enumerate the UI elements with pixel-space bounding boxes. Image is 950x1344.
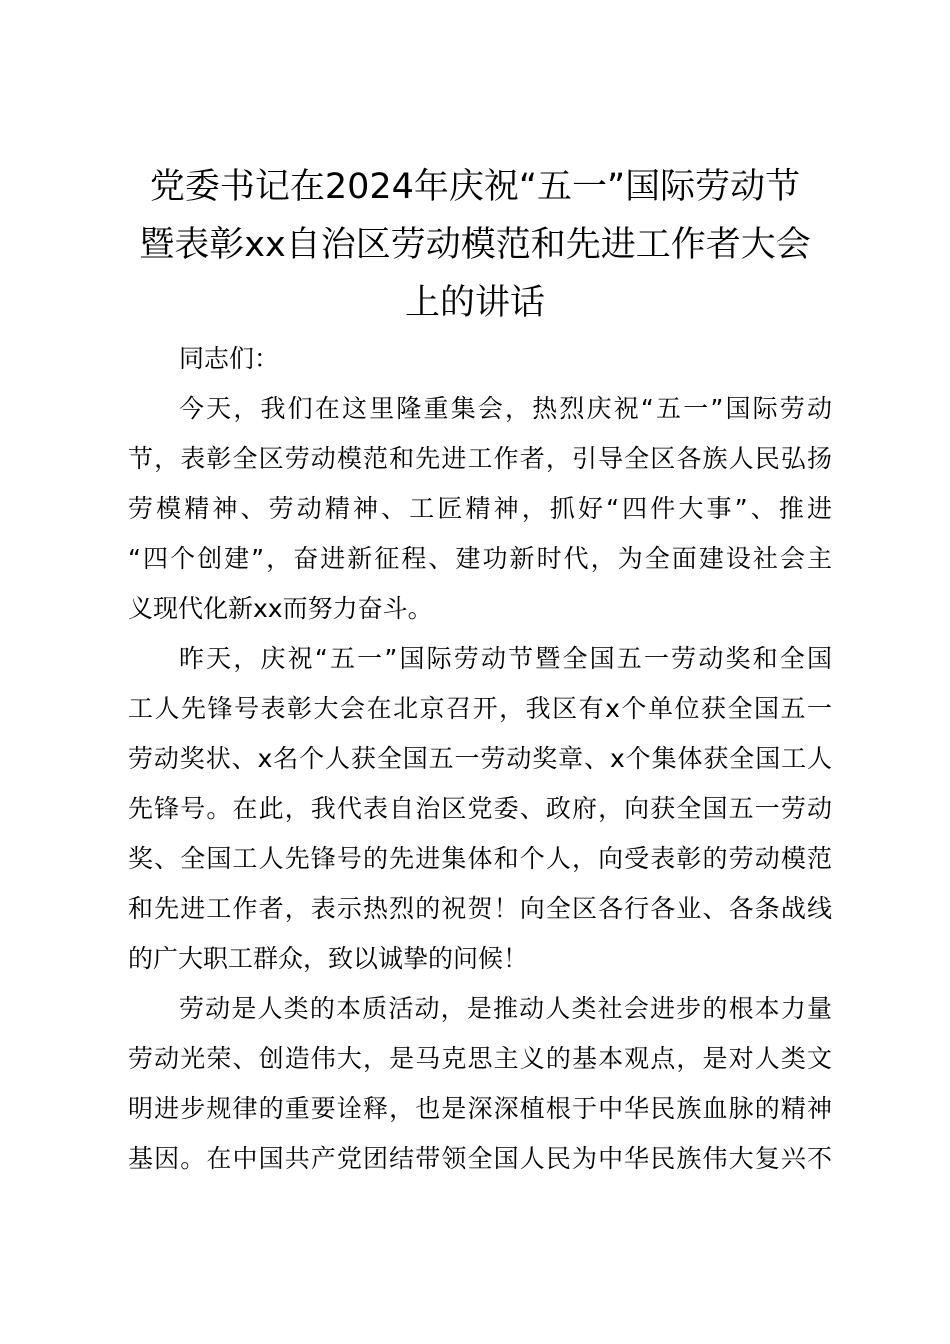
title-line: 暨表彰xx自治区劳动模范和先进工作者大会 (139, 225, 811, 265)
text-line: 工人先锋号表彰大会在北京召开，我区有x个单位获全国五一 (128, 694, 832, 723)
text-line: 今天，我们在这里隆重集会，热烈庆祝“五一”国际劳动 (179, 394, 832, 423)
text-line: 明进步规律的重要诠释，也是深深植根于中华民族血脉的精神 (128, 1094, 832, 1123)
title-line: 上的讲话 (404, 283, 545, 323)
document-title (110, 158, 840, 332)
text-line: 劳动是人类的本质活动，是推动人类社会进步的根本力量 (179, 994, 832, 1023)
text-line: 先锋号。在此，我代表自治区党委、政府，向获全国五一劳动 (128, 794, 832, 823)
text-line: 基因。在中国共产党团结带领全国人民为中华民族伟大复兴不 (128, 1144, 832, 1173)
text-line: 和先进工作者，表示热烈的祝贺！向全区各行各业、各条战线 (128, 894, 832, 923)
text-line: “四个创建”，奋进新征程、建功新时代，为全面建设社会主 (128, 544, 832, 573)
greeting: 同志们： (179, 344, 280, 373)
document-body (128, 334, 832, 1184)
paragraph (128, 384, 832, 634)
text-line: 劳动奖状、x名个人获全国五一劳动奖章、x个集体获全国工人 (128, 744, 832, 773)
text-line: 的广大职工群众，致以诚挚的问候！ (128, 944, 529, 973)
text-line: 劳模精神、劳动精神、工匠精神，抓好“四件大事”、推进 (128, 494, 832, 523)
text-line: 劳动光荣、创造伟大，是马克思主义的基本观点，是对人类文 (128, 1044, 832, 1073)
title-line: 党委书记在2024年庆祝“五一”国际劳动节 (149, 167, 801, 207)
text-line: 奖、全国工人先锋号的先进集体和个人，向受表彰的劳动模范 (128, 844, 832, 873)
paragraph (128, 634, 832, 984)
paragraph (128, 984, 832, 1184)
text-line: 义现代化新xx而努力奋斗。 (128, 594, 433, 623)
text-line: 昨天，庆祝“五一”国际劳动节暨全国五一劳动奖和全国 (179, 644, 832, 673)
text-line: 节，表彰全区劳动模范和先进工作者，引导全区各族人民弘扬 (128, 444, 832, 473)
